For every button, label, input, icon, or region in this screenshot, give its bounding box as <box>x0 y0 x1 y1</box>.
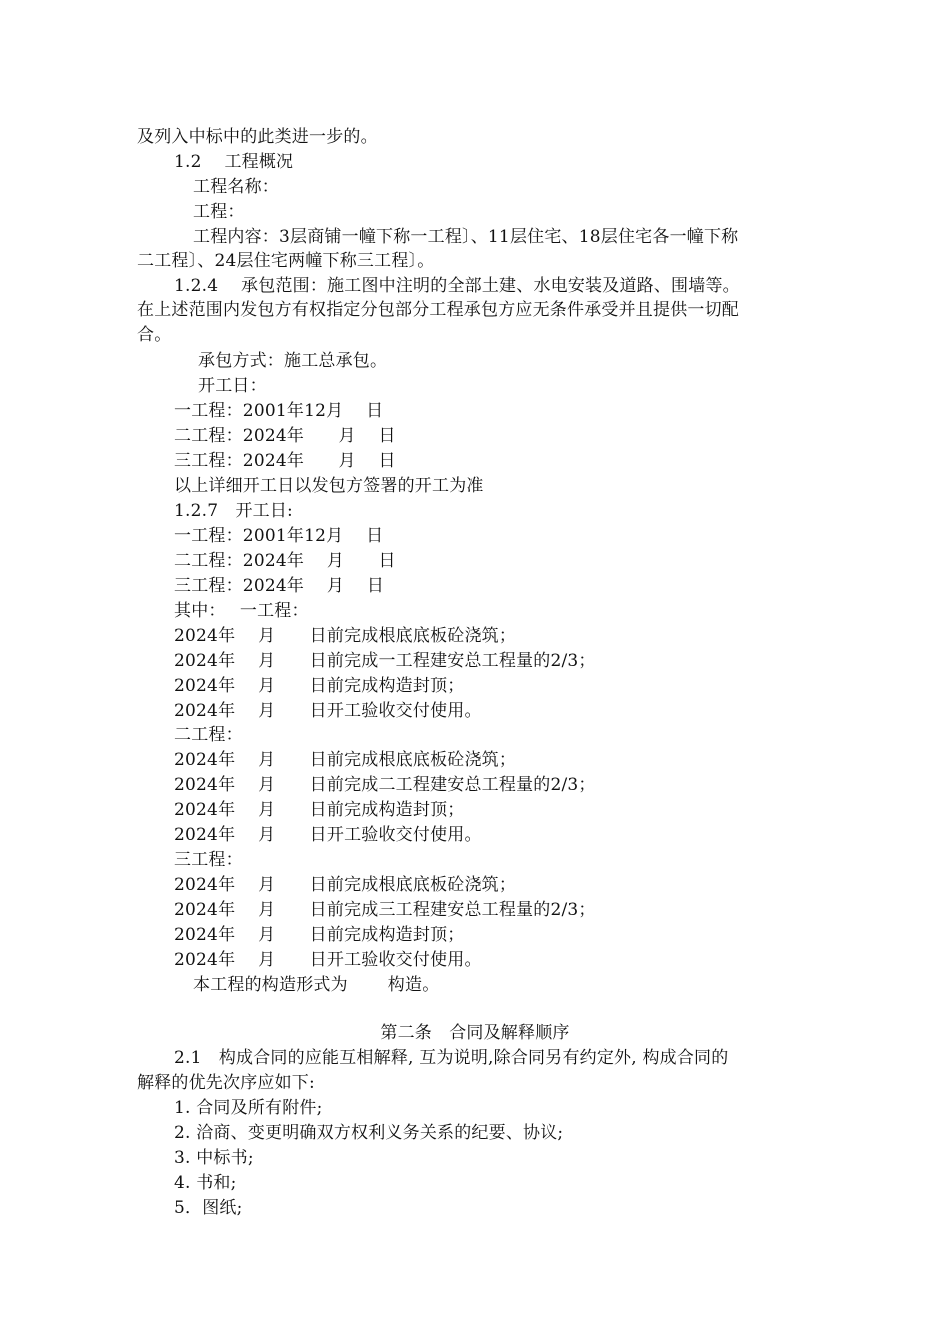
text-line: 一工程：2001年12月 日 <box>174 401 384 421</box>
text-line: 承包方式：施工总承包。 <box>198 351 388 371</box>
text-line: 三工程：2024年 月 日 <box>174 576 385 596</box>
list-item: 4. 书和; <box>174 1173 237 1193</box>
text-line: 工程内容：3层商铺一幢下称一工程〕、11层住宅、18层住宅各一幢下称 <box>193 227 739 247</box>
text-line: 二工程：2024年 月 日 <box>174 426 396 446</box>
section-heading-2-1: 2.1 构成合同的应能互相解释, 互为说明,除合同另有约定外, 构成合同的 <box>174 1048 729 1068</box>
text-line: 2024年 月 日前完成根底底板砼浇筑； <box>174 626 517 646</box>
text-line: 2024年 月 日开工验收交付使用。 <box>174 825 482 845</box>
text-line: 工程： <box>193 202 245 222</box>
text-line: 其中： 一工程： <box>174 601 309 621</box>
section-heading-1-2-4: 1.2.4 承包范围：施工图中注明的全部土建、水电安装及道路、围墙等。 <box>174 276 740 296</box>
text-line: 2024年 月 日前完成构造封顶； <box>174 925 465 945</box>
text-line: 2024年 月 日前完成根底底板砼浇筑； <box>174 750 517 770</box>
text-line: 2024年 月 日前完成二工程建安总工程量的2/3； <box>174 775 596 795</box>
text-line: 合。 <box>137 325 172 345</box>
text-line: 2024年 月 日前完成构造封顶； <box>174 800 465 820</box>
text-line: 二工程： <box>174 725 243 745</box>
section-heading-1-2: 1.2 工程概况 <box>174 152 294 172</box>
list-item: 3. 中标书; <box>174 1148 254 1168</box>
text-line: 以上详细开工日以发包方签署的开工为准 <box>174 476 484 496</box>
text-line: 一工程：2001年12月 日 <box>174 526 384 546</box>
text-line: 及列入中标中的此类进一步的。 <box>137 127 378 147</box>
list-item: 1. 合同及所有附件; <box>174 1098 323 1118</box>
text-line: 工程名称： <box>193 177 279 197</box>
text-line: 开工日： <box>198 376 267 396</box>
text-line: 在上述范围内发包方有权指定分包部分工程承包方应无条件承受并且提供一切配 <box>137 300 739 320</box>
text-line: 2024年 月 日前完成一工程建安总工程量的2/3； <box>174 651 596 671</box>
section-heading-1-2-7: 1.2.7 开工日: <box>174 501 293 521</box>
text-line: 三工程：2024年 月 日 <box>174 451 396 471</box>
text-line: 2024年 月 日前完成构造封顶； <box>174 676 465 696</box>
text-line: 2024年 月 日前完成三工程建安总工程量的2/3； <box>174 900 596 920</box>
text-line: 解释的优先次序应如下: <box>137 1073 315 1093</box>
list-item: 5．图纸; <box>174 1198 243 1218</box>
text-line: 2024年 月 日开工验收交付使用。 <box>174 701 482 721</box>
list-item: 2. 洽商、变更明确双方权利义务关系的纪要、协议; <box>174 1123 564 1143</box>
text-line: 三工程： <box>174 850 243 870</box>
text-line: 二工程〕、24层住宅两幢下称三工程〕。 <box>137 251 435 271</box>
text-line: 二工程：2024年 月 日 <box>174 551 396 571</box>
text-line: 本工程的构造形式为 构造。 <box>193 975 440 995</box>
text-line: 2024年 月 日开工验收交付使用。 <box>174 950 482 970</box>
text-line: 2024年 月 日前完成根底底板砼浇筑； <box>174 875 517 895</box>
article-heading: 第二条 合同及解释顺序 <box>380 1023 570 1043</box>
